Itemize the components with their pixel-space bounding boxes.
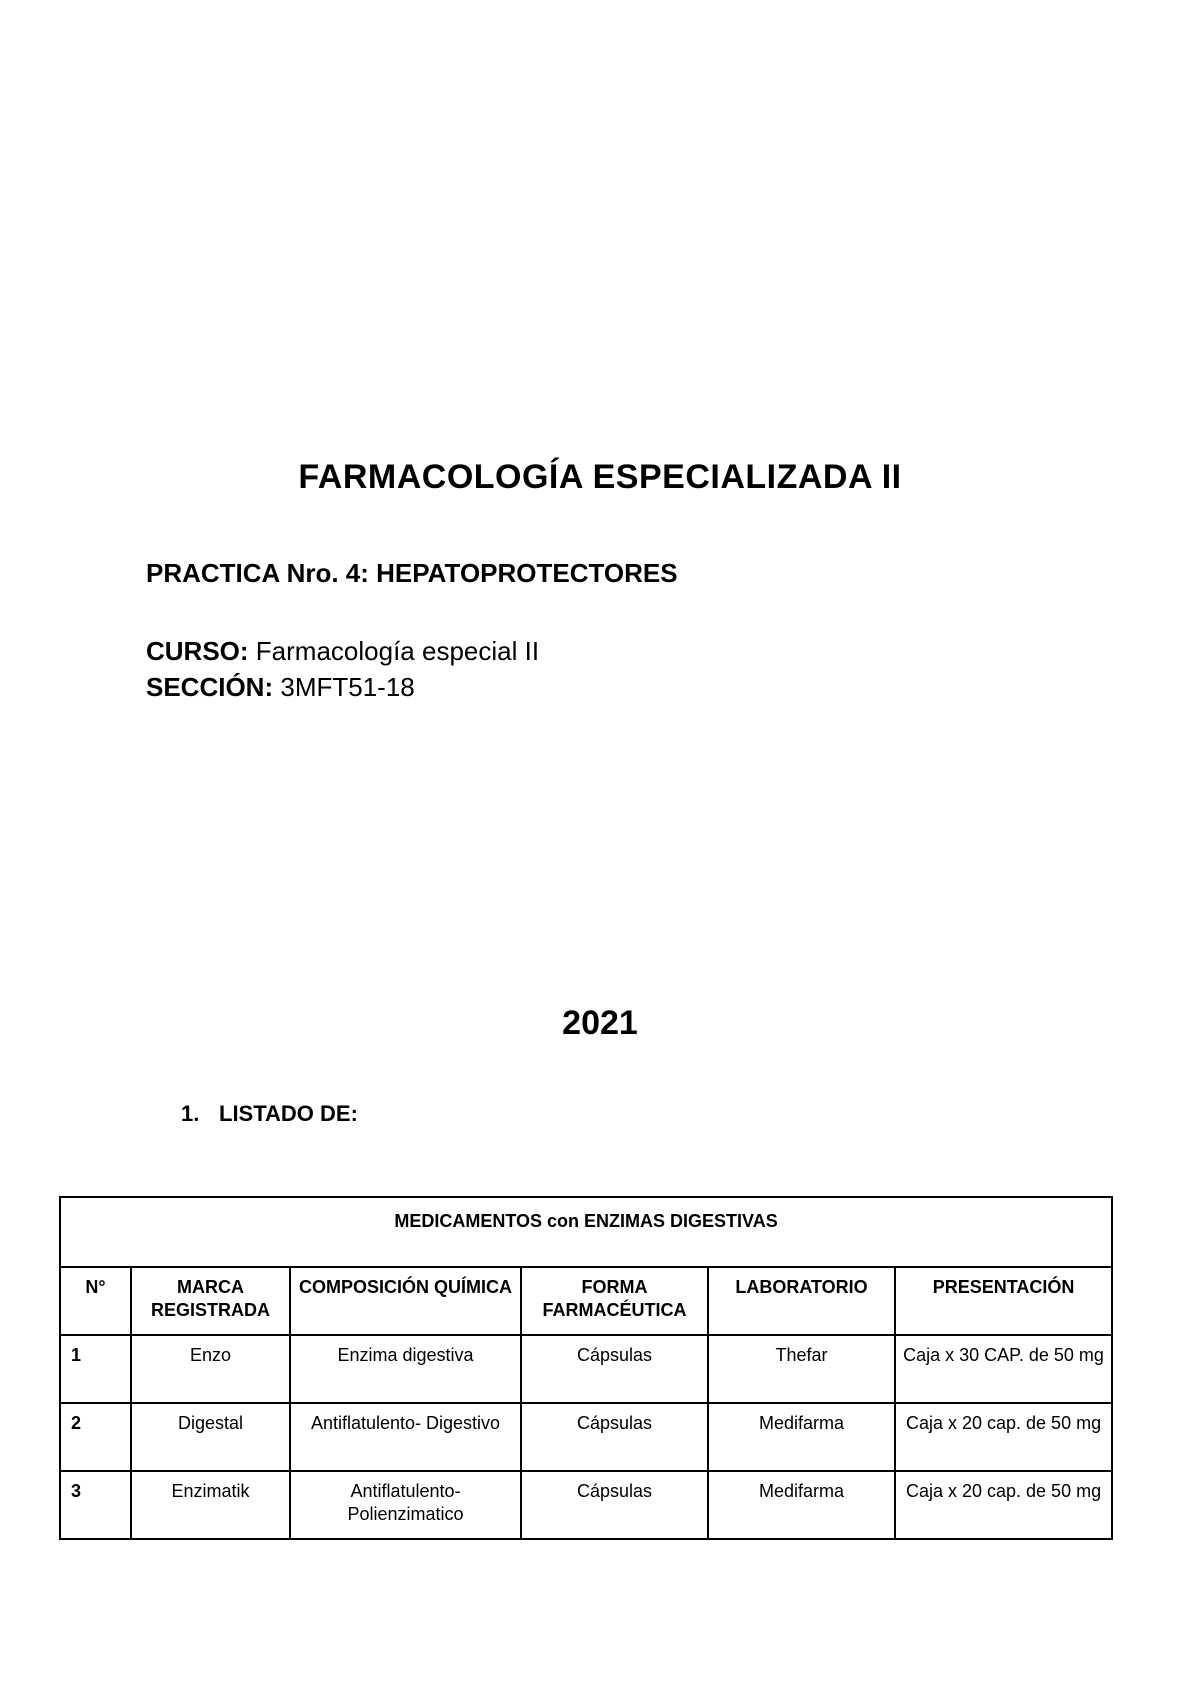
cell-composicion: Enzima digestiva — [290, 1335, 521, 1403]
curso-label: CURSO: — [146, 636, 249, 666]
seccion-line — [146, 672, 415, 703]
document-title: FARMACOLOGÍA ESPECIALIZADA II — [298, 458, 902, 496]
cell-laboratorio: Medifarma — [708, 1403, 895, 1471]
table-row — [60, 1471, 1112, 1539]
seccion-value: 3MFT51-18 — [280, 672, 415, 702]
table-row — [60, 1335, 1112, 1403]
table-header-row — [60, 1267, 1112, 1335]
cell-forma: Cápsulas — [521, 1335, 708, 1403]
seccion-label: SECCIÓN: — [146, 672, 274, 702]
cell-marca: Enzo — [131, 1335, 290, 1403]
cell-laboratorio: Thefar — [708, 1335, 895, 1403]
header-forma: FORMA FARMACÉUTICA — [521, 1267, 708, 1335]
header-laboratorio: LABORATORIO — [708, 1267, 895, 1335]
cell-presentacion: Caja x 30 CAP. de 50 mg — [895, 1335, 1112, 1403]
header-composicion: COMPOSICIÓN QUÍMICA — [290, 1267, 521, 1335]
header-presentacion: PRESENTACIÓN — [895, 1267, 1112, 1335]
cell-numero: 3 — [60, 1471, 131, 1539]
list-heading — [181, 1101, 358, 1127]
header-numero: N° — [60, 1267, 131, 1335]
cell-composicion: Antiflatulento- Digestivo — [290, 1403, 521, 1471]
cell-numero: 1 — [60, 1335, 131, 1403]
curso-line — [146, 636, 539, 667]
table-row — [60, 1403, 1112, 1471]
cell-presentacion: Caja x 20 cap. de 50 mg — [895, 1471, 1112, 1539]
curso-value: Farmacología especial II — [255, 636, 540, 666]
table-caption-row — [60, 1197, 1112, 1267]
cell-numero: 2 — [60, 1403, 131, 1471]
cell-forma: Cápsulas — [521, 1471, 708, 1539]
cell-presentacion: Caja x 20 cap. de 50 mg — [895, 1403, 1112, 1471]
document-year: 2021 — [562, 1004, 638, 1042]
cell-forma: Cápsulas — [521, 1403, 708, 1471]
list-heading-number: 1. — [181, 1101, 200, 1126]
cell-marca: Enzimatik — [131, 1471, 290, 1539]
cell-marca: Digestal — [131, 1403, 290, 1471]
medicamentos-table — [59, 1196, 1113, 1540]
table-caption: MEDICAMENTOS con ENZIMAS DIGESTIVAS — [60, 1197, 1112, 1267]
header-marca: MARCA REGISTRADA — [131, 1267, 290, 1335]
list-heading-text: LISTADO DE: — [219, 1101, 358, 1126]
practica-heading: PRACTICA Nro. 4: HEPATOPROTECTORES — [146, 558, 678, 588]
cell-composicion: Antiflatulento- Polienzimatico — [290, 1471, 521, 1539]
cell-laboratorio: Medifarma — [708, 1471, 895, 1539]
